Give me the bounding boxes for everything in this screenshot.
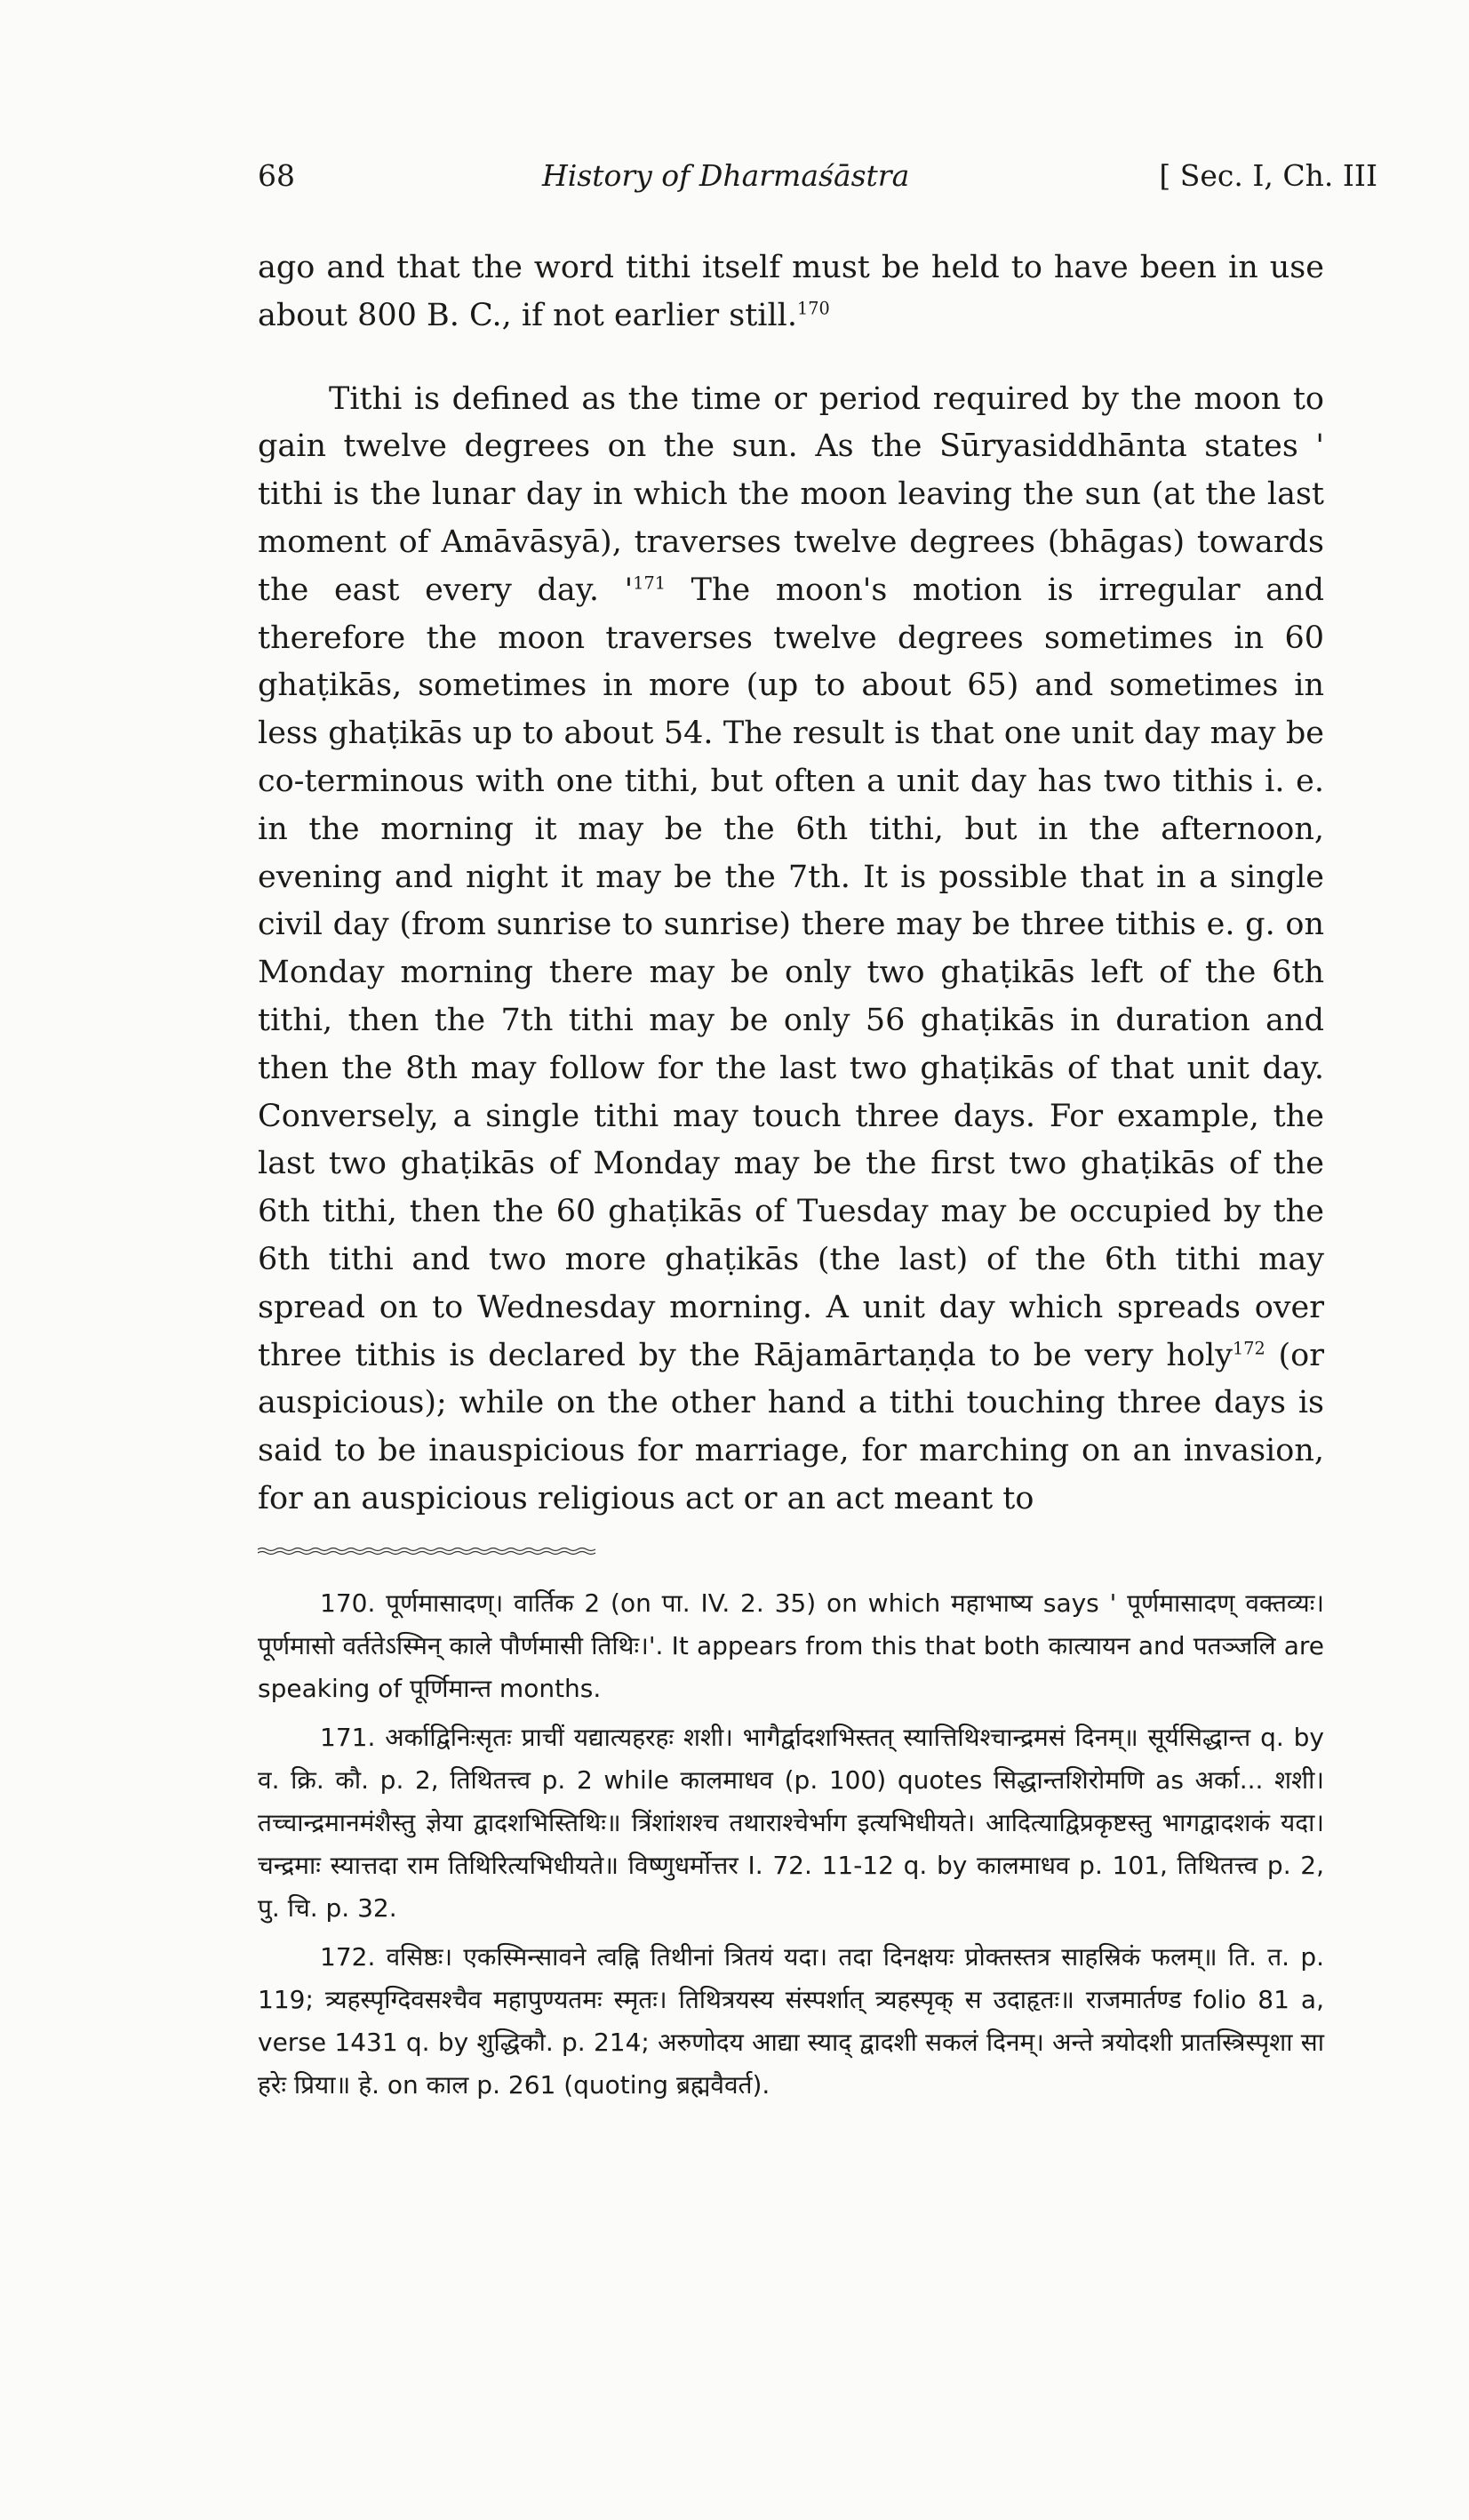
section-reference: [ Sec. I, Ch. III: [1159, 158, 1377, 193]
footnote-171: 171. अर्काद्विनिःसृतः प्राचीं यद्यात्यहरहः शशी। भागैर्द्वादशभिस्तत् स्यात्तिथिश्चान्द्रमसं दिनम्॥ सूर्यसिद्धान्त q. by व. क्रि. कौ. p. 2, तिथितत्त्व p. 2 while कालमाधव (p. 100) quotes सिद्धान्तशिरोमणि as अर्का... शशी। तच्चान्द्रमानमंशैस्तु ज्ञेया द्वादशभिस्तिथिः॥ त्रिंशांशश्च तथाराश्चेर्भाग इत्यभिधीयते। आदित्याद्विप्रकृष्टस्तु भागद्वादशकं यदा। चन्द्रमाः स्यात्तदा राम तिथिरित्यभिधीयते॥ विष्णुधर्मोत्तर I. 72. 11-12 q. by कालमाधव p. 101, तिथितत्त्व p. 2, पु. चि. p. 32.: [258, 1722, 1324, 1924]
footnotes: [258, 1582, 1324, 2112]
footnote-separator: [258, 1547, 600, 1556]
paragraph-2: [258, 376, 1324, 1524]
footnote-ref-171: 171: [633, 572, 667, 594]
footnote-ref-170: 170: [796, 298, 830, 319]
paragraph-1-text: ago and that the word tithi itself must be held to have been in use about 800 B. C., if not earlier still.: [258, 250, 1324, 333]
main-text: [258, 244, 1324, 1524]
paragraph-2-text-a: Tithi is defined as the time or period required by the moon to gain twelve degrees on the sun. As the Sūryasiddhānta states ' tithi is the lunar day in which the moon leaving the sun (at the last moment of Amāvāsyā), traverses twelve degrees (bhāgas) towards the east every day. ': [258, 380, 1324, 608]
footnote-ref-172: 172: [1233, 1337, 1265, 1358]
footnote-172: 172. वसिष्ठः। एकस्मिन्सावने त्वह्नि तिथीनां त्रितयं यदा। तदा दिनक्षयः प्रोक्तस्तत्र साहस्रिकं फलम्॥ ति. त. p. 119; त्र्यहस्पृग्दिवसश्चैव महापुण्यतमः स्मृतः। तिथित्रयस्य संस्पर्शात् त्र्यहस्पृक् स उदाहृतः॥ राजमार्तण्ड folio 81 a, verse 1431 q. by शुद्धिकौ. p. 214; अरुणोदय आद्या स्याद् द्वादशी सकलं दिनम्। अन्ते त्रयोदशी प्रातस्त्रिस्पृशा सा हरेः प्रिया॥ हे. on काल p. 261 (quoting ब्रह्मवैवर्त).: [258, 1941, 1324, 2100]
paragraph-1: [258, 244, 1324, 340]
page-number: 68: [258, 158, 295, 193]
page-header: [258, 158, 1377, 203]
footnote-170: 170. पूर्णमासादण्। वार्तिक 2 (on पा. IV. 2. 35) on which महाभाष्य says ' पूर्णमासादण् वक्तव्यः। पूर्णमासो वर्ततेऽस्मिन् काले पौर्णमासी तिथिः।'. It appears from this that both कात्यायन and पतञ्जलि are speaking of पूर्णिमान्त months.: [258, 1588, 1324, 1704]
paragraph-2-text-b: The moon's motion is irregular and therefore the moon traverses twelve degrees sometimes in 60 ghaṭikās, sometimes in more (up to about 65) and sometimes in less ghaṭikās up to about 54. The result is that one unit day may be co-terminous with one tithi, but often a unit day has two tithis i. e. in the morning it may be the 6th tithi, but in the afternoon, evening and night it may be the 7th. It is possible that in a single civil day (from sunrise to sunrise) there may be three tithis e. g. on Monday morning there may be only two ghaṭikās left of the 6th tithi, then the 7th tithi may be only 56 ghaṭikās in duration and then the 8th may follow for the last two ghaṭikās of that unit day. Conversely, a single tithi may touch three days. For example, the last two ghaṭikās of Monday may be the first two ghaṭikās of the 6th tithi, then the 60 ghaṭikās of Tuesday may be occupied by the 6th tithi and two more ghaṭikās (the last) of the 6th tithi may spread on to Wednesday morning. A unit day which spreads over three tithis is declared by the Rājamārtaṇḍa to be very holy: [258, 572, 1325, 1373]
running-title: History of Dharmaśāstra: [542, 158, 910, 193]
paragraph-2-text-c: (or auspicious); while on the other hand a tithi touching three days is said to be inauspicious for marriage, for marching on an invasion, for an auspicious religious act or an act meant to: [258, 1337, 1324, 1516]
